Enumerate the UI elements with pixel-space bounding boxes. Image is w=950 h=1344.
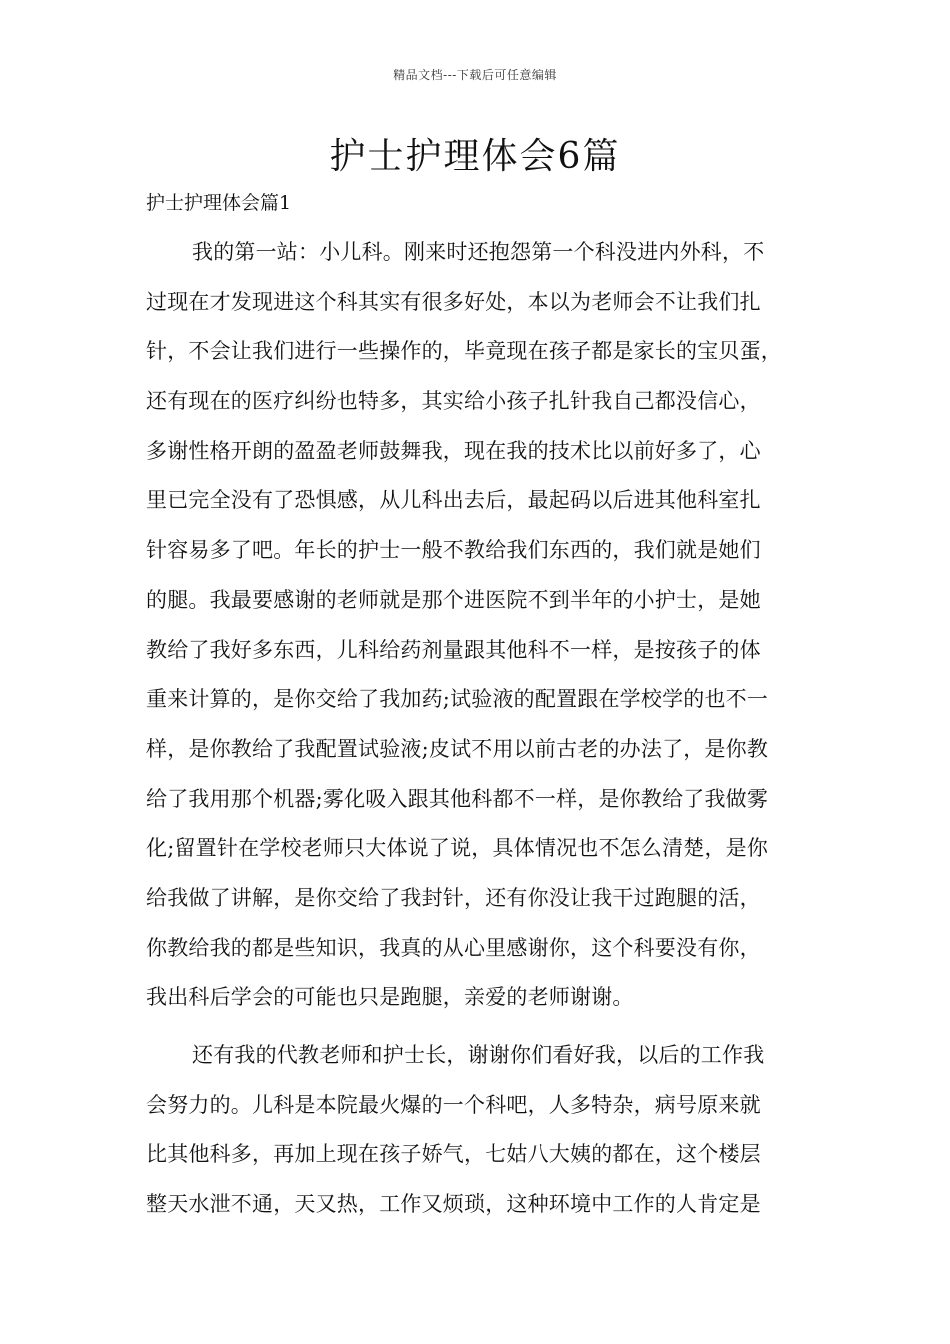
- paragraph-line: 针，不会让我们进行一些操作的，毕竟现在孩子都是家长的宝贝蛋，: [146, 339, 782, 364]
- paragraph-line: 样，是你教给了我配置试验液;皮试不用以前古老的办法了，是你教: [146, 736, 769, 761]
- paragraph-line: 针容易多了吧。年长的护士一般不教给我们东西的，我们就是她们: [146, 538, 761, 563]
- section-heading: 护士护理体会篇1: [146, 192, 292, 214]
- body-text: [146, 233, 810, 1235]
- paragraph-line: 还有现在的医疗纠纷也特多，其实给小孩子扎针我自己都没信心，: [146, 389, 761, 414]
- paragraph-line: 重来计算的，是你交给了我加药;试验液的配置跟在学校学的也不一: [146, 687, 769, 712]
- paragraph-line: 化;留置针在学校老师只大体说了说，具体情况也不怎么清楚，是你: [146, 836, 769, 861]
- paragraph-line: 教给了我好多东西，儿科给药剂量跟其他科不一样，是按孩子的体: [146, 637, 761, 662]
- paragraph-line: 给我做了讲解，是你交给了我封针，还有你没让我干过跑腿的活，: [146, 885, 761, 910]
- paragraph-line: 你教给我的都是些知识，我真的从心里感谢你，这个科要没有你，: [146, 935, 761, 960]
- paragraph-line: 里已完全没有了恐惧感，从儿科出去后，最起码以后进其他科室扎: [146, 488, 761, 513]
- paragraph-line: 还有我的代教老师和护士长，谢谢你们看好我，以后的工作我: [192, 1043, 765, 1067]
- paragraph-line: 整天水泄不通，天又热，工作又烦琐，这种环境中工作的人肯定是: [146, 1192, 761, 1217]
- paragraph-spacer: [146, 1028, 810, 1036]
- header-note: 精品文档---下载后可任意编辑: [393, 68, 557, 82]
- paragraph-line: 我出科后学会的可能也只是跑腿，亲爱的老师谢谢。: [146, 985, 634, 1010]
- paragraph: [146, 233, 810, 1028]
- paragraph: [146, 1036, 810, 1235]
- paragraph-line: 我的第一站：小儿科。刚来时还抱怨第一个科没进内外科，不: [192, 240, 765, 264]
- paragraph-line: 会努力的。儿科是本院最火爆的一个科吧，人多特杂，病号原来就: [146, 1092, 761, 1117]
- paragraph-line: 多谢性格开朗的盈盈老师鼓舞我，现在我的技术比以前好多了，心: [146, 438, 761, 463]
- paragraph-line: 给了我用那个机器;雾化吸入跟其他科都不一样，是你教给了我做雾: [146, 786, 769, 811]
- paragraph-line: 比其他科多，再加上现在孩子娇气，七姑八大姨的都在，这个楼层: [146, 1142, 761, 1167]
- paragraph-line: 过现在才发现进这个科其实有很多好处，本以为老师会不让我们扎: [146, 289, 761, 314]
- paragraph-line: 的腿。我最要感谢的老师就是那个进医院不到半年的小护士，是她: [146, 587, 761, 612]
- document-title: 护士护理体会6篇: [329, 136, 621, 177]
